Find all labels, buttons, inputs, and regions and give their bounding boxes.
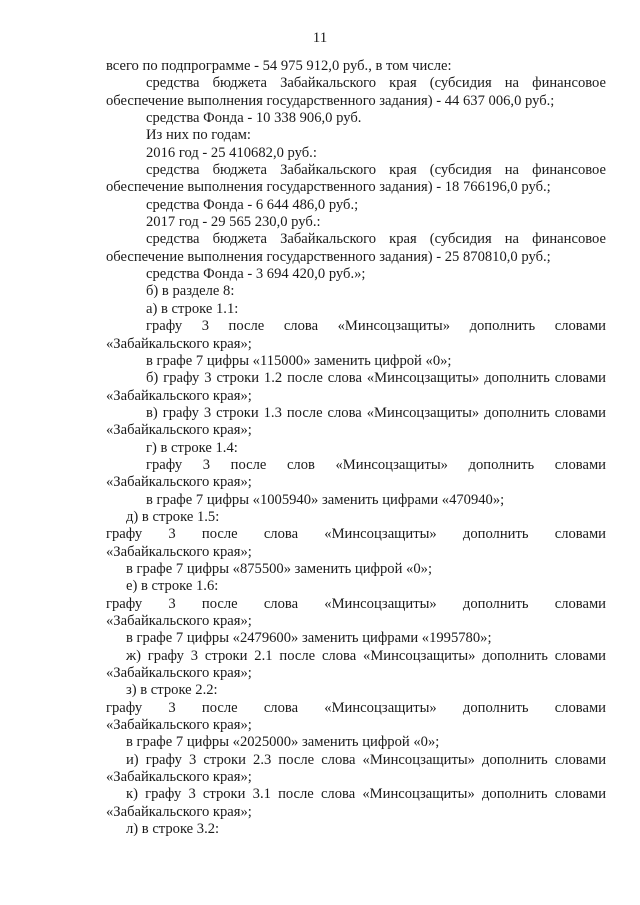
- document-line: д) в строке 1.5:: [126, 508, 220, 525]
- document-line: «Забайкальского края»;: [106, 474, 252, 491]
- document-line: Из них по годам:: [146, 127, 251, 144]
- document-line: в графе 7 цифры «115000» заменить цифрой «0»;: [146, 352, 452, 369]
- document-body: [106, 58, 606, 838]
- document-line: к) графу 3 строки 3.1 после слова «Минсоцзащиты» дополнить словами: [126, 786, 606, 803]
- document-line: графу 3 после слова «Минсоцзащиты» дополнить словами: [106, 526, 606, 543]
- document-line: в графе 7 цифры «2479600» заменить цифрами «1995780»;: [126, 630, 492, 647]
- document-line: ж) графу 3 строки 2.1 после слова «Минсоцзащиты» дополнить словами: [126, 647, 606, 664]
- document-line: графу 3 после слова «Минсоцзащиты» дополнить словами: [106, 595, 606, 612]
- document-line: «Забайкальского края»;: [106, 613, 252, 629]
- document-line: средства Фонда - 6 644 486,0 руб.;: [146, 196, 359, 213]
- document-line: графу 3 после слова «Минсоцзащиты» дополнить словами: [106, 699, 606, 716]
- document-line: «Забайкальского края»;: [106, 717, 252, 734]
- document-line: в графе 7 цифры «875500» заменить цифрой «0»;: [126, 560, 433, 577]
- document-line: л) в строке 3.2:: [126, 821, 220, 838]
- document-line: средства Фонда - 10 338 906,0 руб.: [146, 110, 362, 127]
- document-line: «Забайкальского края»;: [106, 387, 252, 404]
- document-line: б) графу 3 строки 1.2 после слова «Минсоцзащиты» дополнить словами: [146, 370, 606, 387]
- document-line: «Забайкальского края»;: [106, 422, 252, 439]
- document-line: е) в строке 1.6:: [126, 578, 219, 595]
- document-line: а) в строке 1.1:: [146, 300, 239, 317]
- document-line: 2017 год - 29 565 230,0 руб.:: [146, 214, 321, 231]
- document-line: «Забайкальского края»;: [106, 665, 252, 682]
- document-line: графу 3 после слов «Минсоцзащиты» дополнить словами: [146, 456, 606, 473]
- document-line: средства Фонда - 3 694 420,0 руб.»;: [146, 266, 366, 283]
- document-line: «Забайкальского края»;: [106, 803, 252, 820]
- document-line: б) в разделе 8:: [146, 283, 235, 300]
- document-line: обеспечение выполнения государственного задания) - 18 766196,0 руб.;: [106, 179, 551, 196]
- document-line: графу 3 после слова «Минсоцзащиты» дополнить словами: [146, 318, 606, 335]
- document-line: з) в строке 2.2:: [126, 682, 218, 699]
- document-line: обеспечение выполнения государственного задания) - 44 637 006,0 руб.;: [106, 92, 555, 109]
- document-line: г) в строке 1.4:: [146, 439, 238, 456]
- document-line: обеспечение выполнения государственного задания) - 25 870810,0 руб.;: [106, 248, 551, 265]
- document-line: «Забайкальского края»;: [106, 335, 252, 352]
- document-line: всего по подпрограмме - 54 975 912,0 руб., в том числе:: [106, 58, 452, 74]
- document-line: средства бюджета Забайкальского края (субсидия на финансовое: [146, 162, 606, 179]
- page-number: 11: [312, 30, 328, 46]
- document-line: в) графу 3 строки 1.3 после слова «Минсоцзащиты» дополнить словами: [146, 404, 606, 421]
- document-line: «Забайкальского края»;: [106, 769, 252, 786]
- document-line: в графе 7 цифры «1005940» заменить цифрами «470940»;: [146, 491, 505, 508]
- document-line: «Забайкальского края»;: [106, 543, 252, 560]
- document-line: 2016 год - 25 410682,0 руб.:: [146, 144, 317, 161]
- document-line: и) графу 3 строки 2.3 после слова «Минсоцзащиты» дополнить словами: [126, 751, 606, 768]
- document-line: средства бюджета Забайкальского края (субсидия на финансовое: [146, 75, 606, 92]
- document-line: в графе 7 цифры «2025000» заменить цифрой «0»;: [126, 734, 440, 751]
- document-line: средства бюджета Забайкальского края (субсидия на финансовое: [146, 231, 606, 248]
